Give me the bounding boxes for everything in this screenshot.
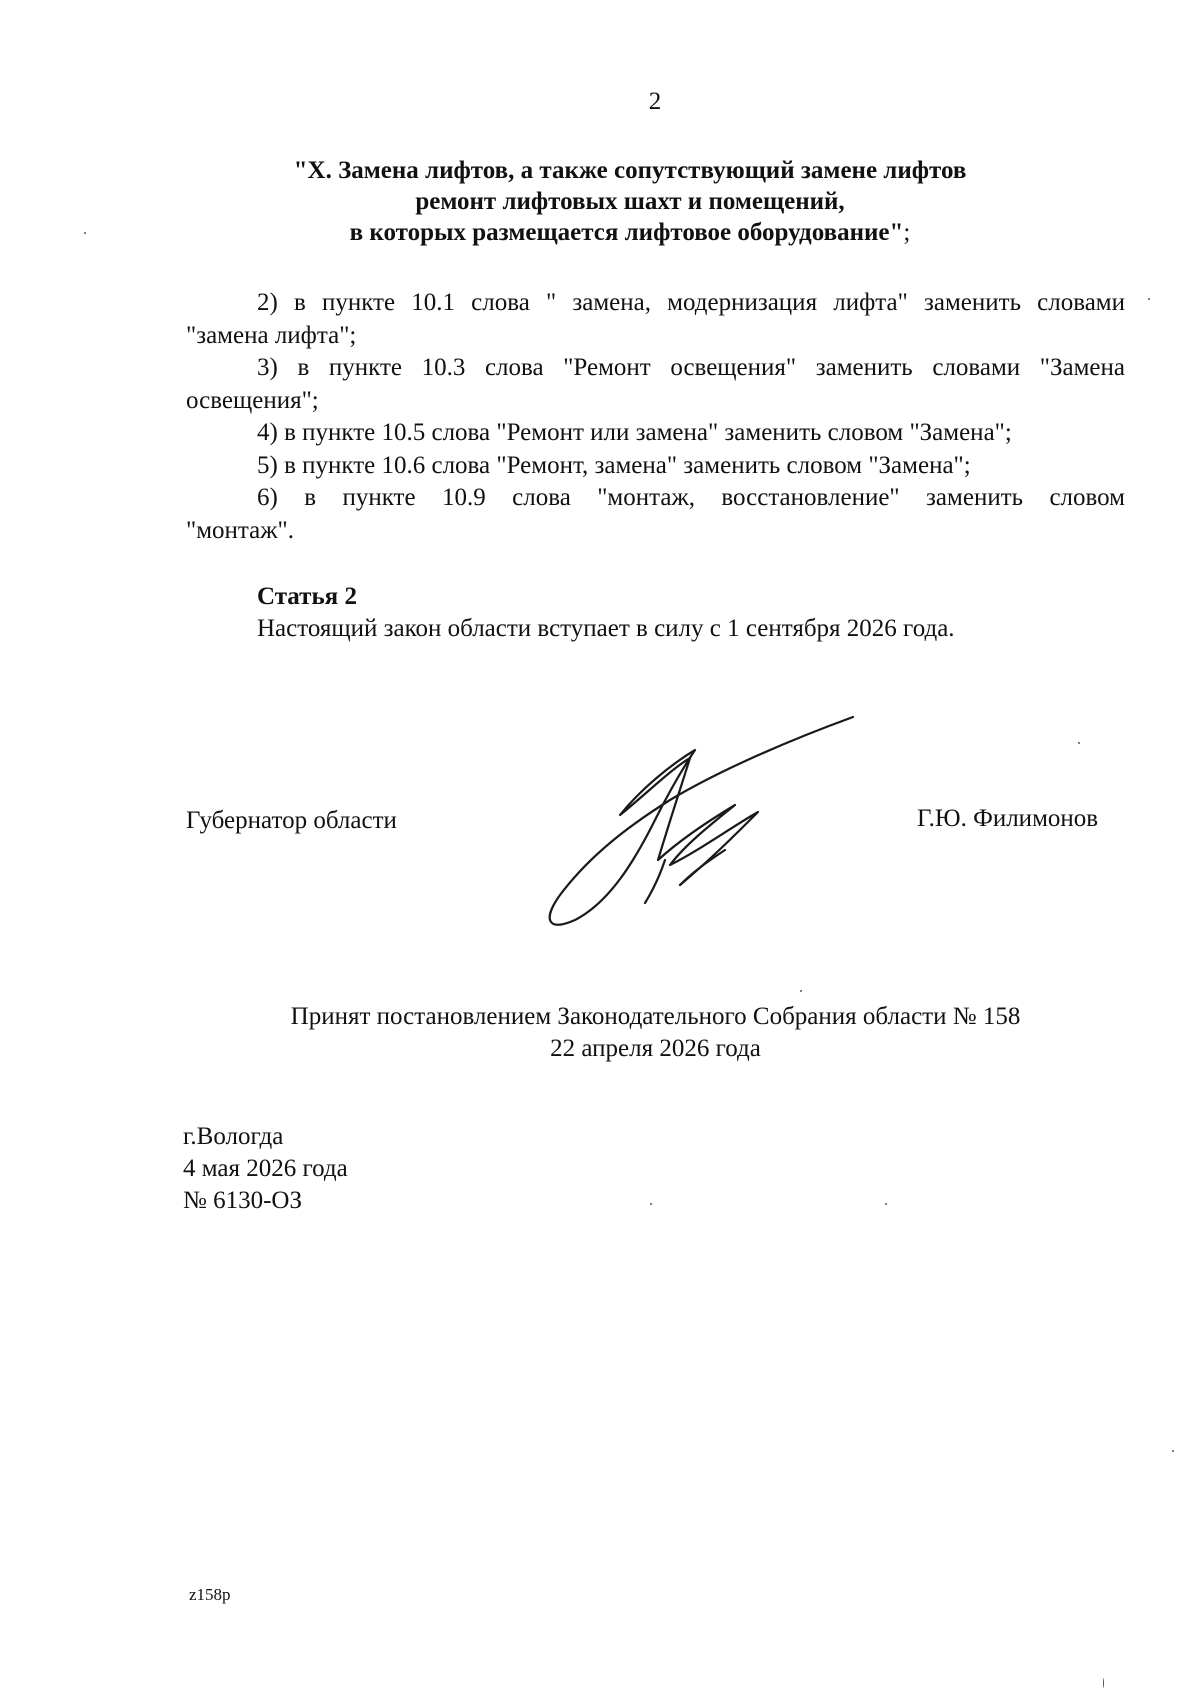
amendment-6-line-1: 6) в пункте 10.9 слова "монтаж, восстановление" заменить словом [257, 484, 1125, 511]
scan-speck [84, 232, 86, 234]
governor-title: Губернатор области [186, 807, 397, 834]
scan-speck [1148, 298, 1150, 300]
scan-speck [800, 990, 802, 992]
heading-line-2: ремонт лифтовых шахт и помещений, [415, 188, 845, 215]
document-code: z158p [189, 1585, 231, 1604]
amendment-2-line-1: 2) в пункте 10.1 слова " замена, модернизация лифта" заменить словами [257, 289, 1125, 316]
adoption-line-1: Принят постановлением Законодательного Собрания области № 158 [290, 1003, 1021, 1030]
article-2-text: Настоящий закон области вступает в силу с 1 сентября 2026 года. [257, 615, 955, 642]
amendment-6-line-2: "монтаж". [186, 516, 294, 544]
place-date: 4 мая 2026 года [183, 1155, 348, 1182]
amendment-4: 4) в пункте 10.5 слова "Ремонт или замена" заменить словом "Замена"; [257, 419, 1012, 446]
governor-name: Г.Ю. Филимонов [917, 805, 1099, 832]
place-city: г.Вологда [183, 1123, 284, 1150]
scan-speck [1078, 742, 1080, 744]
law-number: № 6130-ОЗ [183, 1187, 303, 1214]
page-number: 2 [648, 88, 662, 115]
handwritten-signature [520, 710, 860, 930]
heading-line-3-tail: ; [903, 219, 911, 246]
heading-line-3-main: в которых размещается лифтовое оборудование" [349, 219, 904, 246]
scan-speck [1103, 1678, 1104, 1688]
adoption-line-2: 22 апреля 2026 года [550, 1035, 761, 1062]
scan-speck [650, 1203, 652, 1205]
amendment-5: 5) в пункте 10.6 слова "Ремонт, замена" заменить словом "Замена"; [257, 451, 971, 479]
heading-line-1: "X. Замена лифтов, а также сопутствующий замене лифтов [293, 157, 967, 184]
scan-speck [885, 1203, 887, 1205]
amendment-3-line-2: освещения"; [186, 386, 319, 414]
adoption-note [186, 1001, 1125, 1065]
heading-line-3 [230, 217, 1030, 248]
article-2-title: Статья 2 [257, 583, 357, 610]
place-date-number [183, 1121, 348, 1217]
section-heading [230, 155, 1030, 248]
amendments-list [186, 287, 1125, 547]
scan-speck [1172, 1450, 1174, 1452]
amendment-3-line-1: 3) в пункте 10.3 слова "Ремонт освещения" заменить словами "Замена [257, 354, 1125, 381]
amendment-2-line-2: "замена лифта"; [186, 321, 357, 349]
